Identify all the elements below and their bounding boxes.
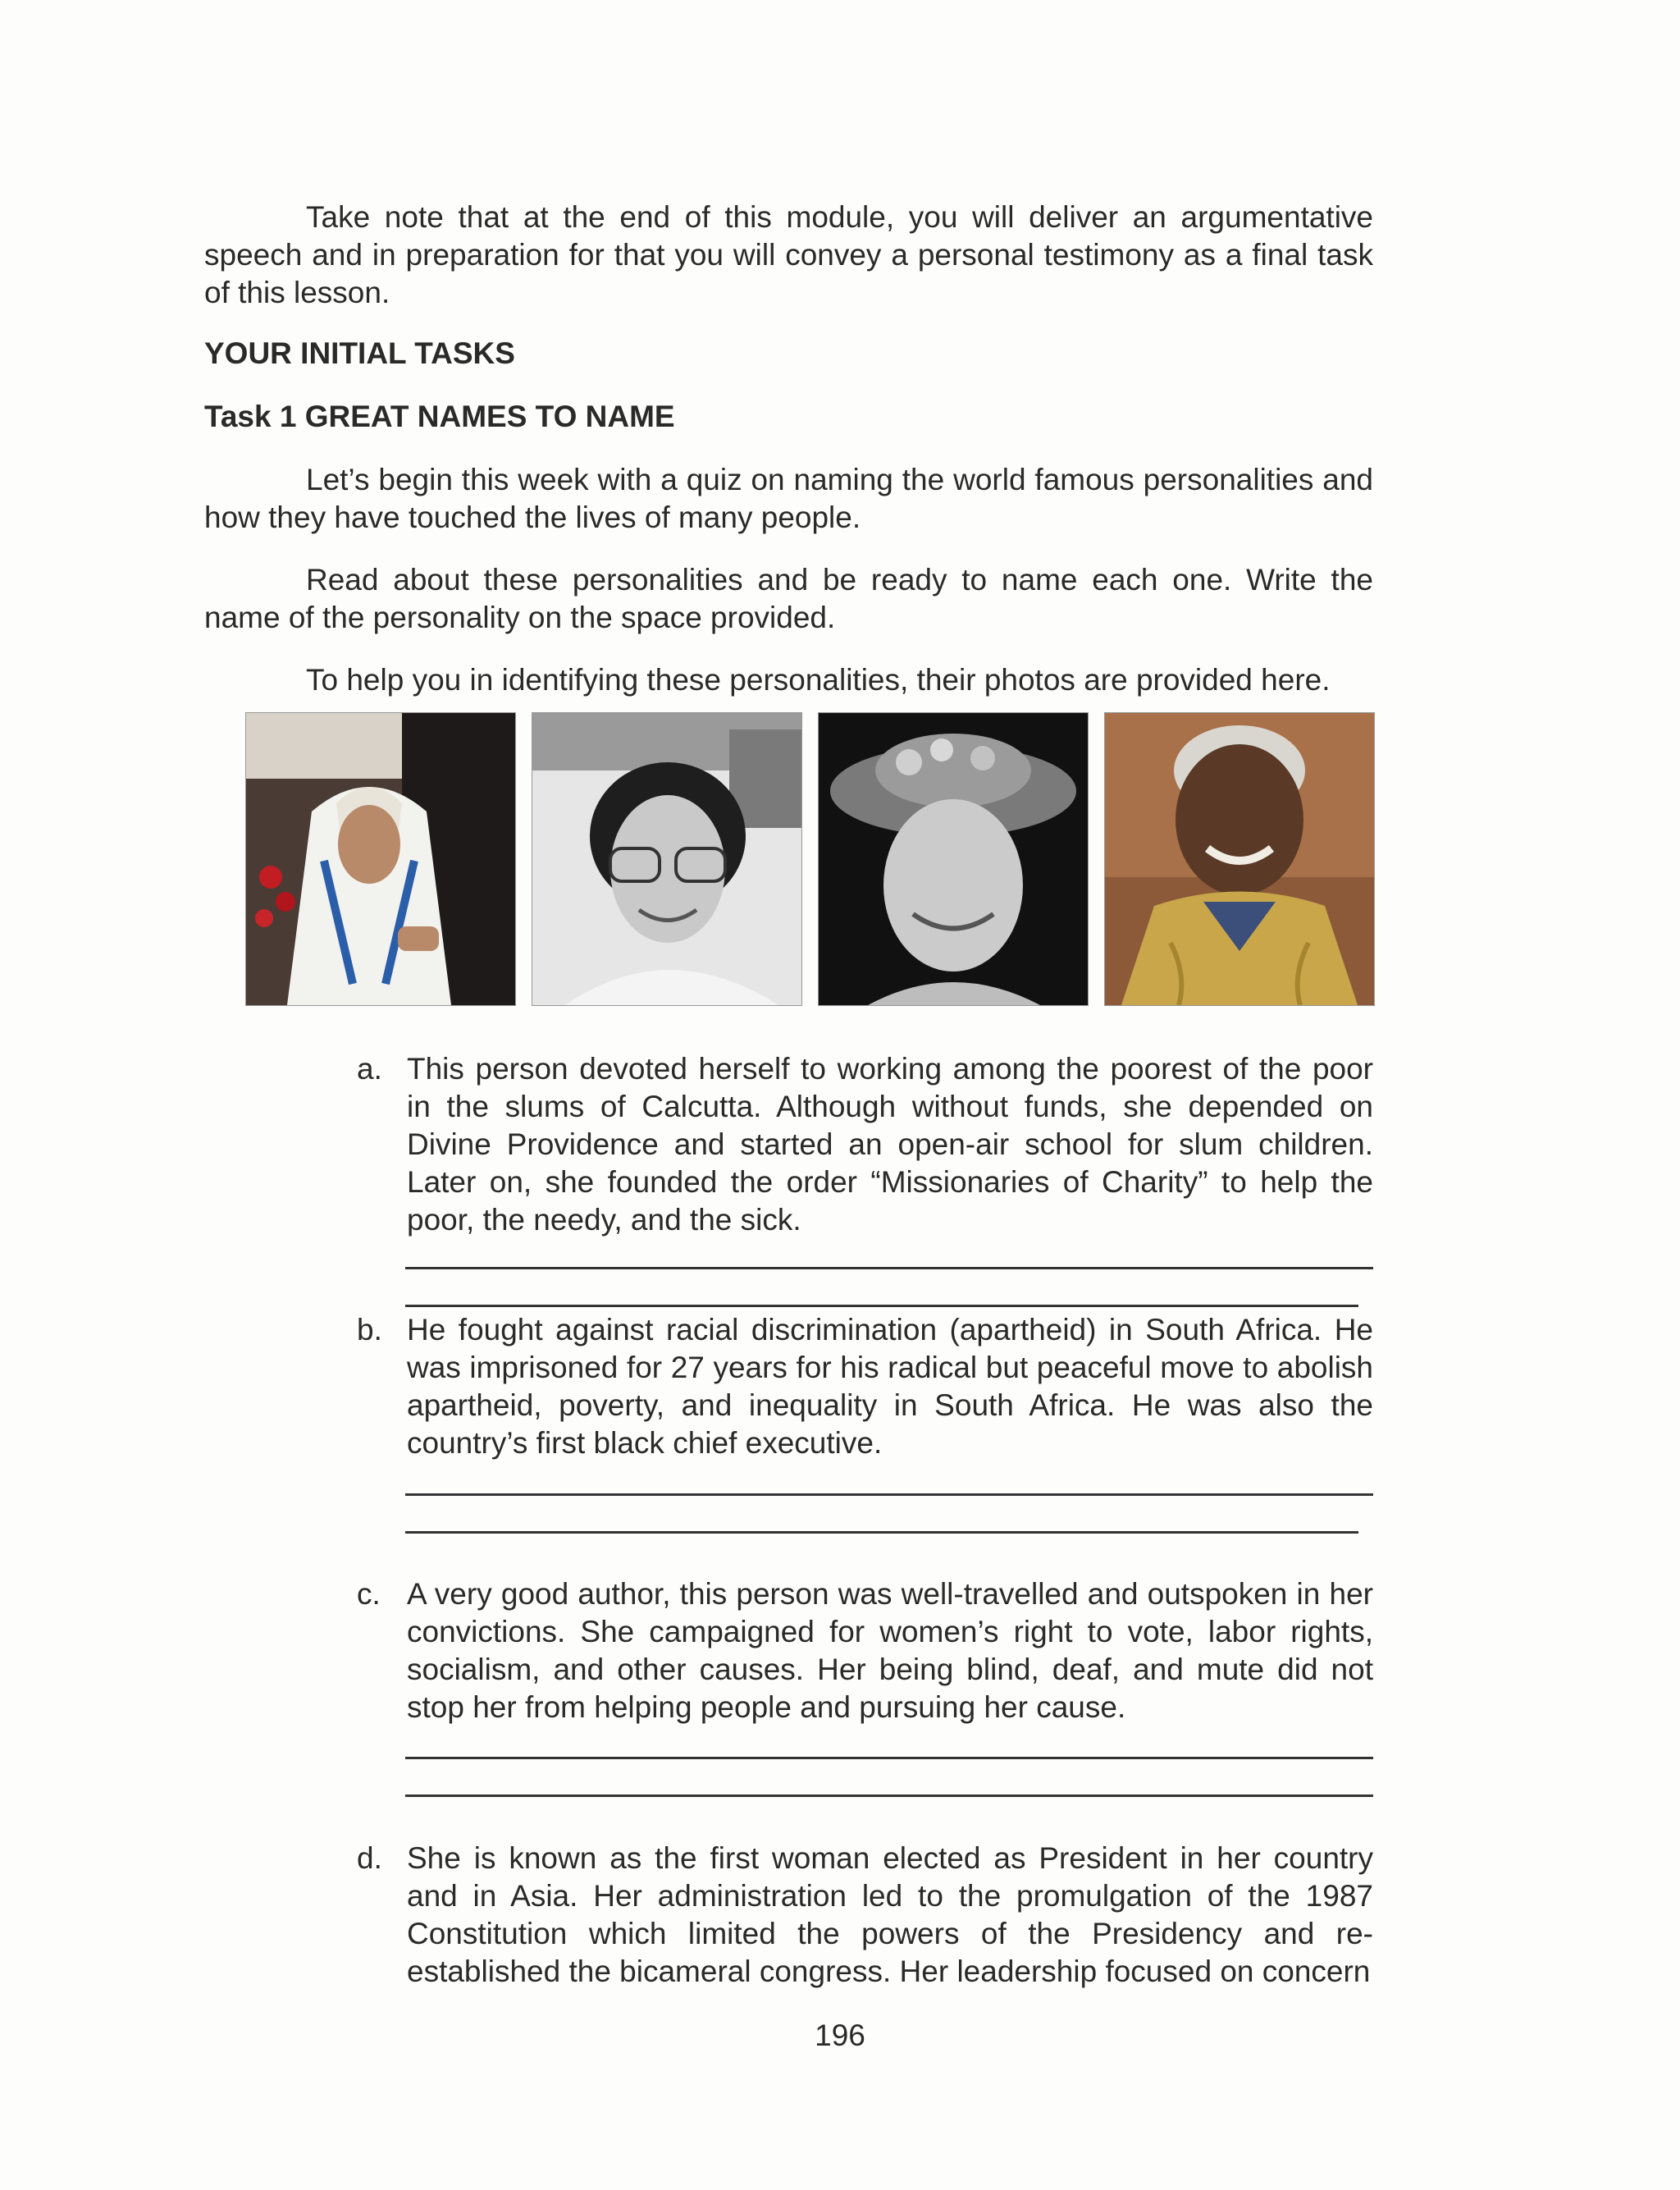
task-heading: Task 1 GREAT NAMES TO NAME — [204, 400, 675, 433]
answer-line-c-1[interactable] — [405, 1757, 1373, 1759]
paragraph-quiz-intro: Let’s begin this week with a quiz on naming the world famous personalities and how they have touched the lives of many people. — [204, 463, 1373, 534]
paragraph-instructions: Read about these personalities and be ready to name each one. Write the name of the personality on the space provided. — [204, 563, 1373, 634]
item-a-letter: a. — [357, 1052, 382, 1086]
item-b-text: He fought against racial discrimination (apartheid) in South Africa. He was imprisoned for 27 years for his radical but peaceful move to abolish apartheid, poverty, and inequality in South Africa. He was also the country’s first black chief executive. — [407, 1313, 1373, 1460]
answer-line-c-2[interactable] — [405, 1795, 1373, 1797]
answer-line-b-2[interactable] — [405, 1531, 1358, 1534]
item-d-text: She is known as the first woman elected as President in her country and in Asia. Her administration led to the promulgation of the 1987 Constitution which limited the powers of the Presidency and re-established the bicameral congress. Her leadership focused on concern — [407, 1841, 1373, 1988]
answer-line-b-1[interactable] — [405, 1493, 1373, 1496]
item-c-text: A very good author, this person was well-travelled and outspoken in her convictions. She campaigned for women’s right to vote, labor rights, socialism, and other causes. Her being blind, deaf, and mute did not stop her from helping people and pursuing her cause. — [407, 1577, 1373, 1724]
page-number: 196 — [815, 2019, 865, 2052]
paragraph-photos-note: To help you in identifying these personalities, their photos are provided here. — [306, 663, 1331, 697]
item-a-text: This person devoted herself to working among the poorest of the poor in the slums of Calcutta. Although without funds, she depended on Divine Providence and started an open-air school for slum children. Later on, she founded the order “Missionaries of Charity” to help the poor, the needy, and the sick. — [407, 1052, 1373, 1237]
portrait-woman-with-glasses-icon — [532, 713, 801, 1005]
photo-4 — [1104, 712, 1375, 1006]
item-d-letter: d. — [357, 1841, 382, 1875]
item-c-letter: c. — [357, 1577, 381, 1611]
photo-1 — [245, 712, 516, 1006]
photo-2 — [532, 712, 802, 1006]
portrait-smiling-man-gold-shirt-icon — [1105, 713, 1374, 1005]
item-b-letter: b. — [357, 1313, 382, 1346]
portrait-elderly-woman-in-hat-icon — [819, 713, 1088, 1005]
answer-line-a-1[interactable] — [405, 1267, 1373, 1269]
answer-line-a-2[interactable] — [405, 1305, 1358, 1307]
portrait-nun-with-roses-icon — [246, 713, 515, 1005]
intro-paragraph: Take note that at the end of this module, you will deliver an argumentative speech and in preparation for that you will convey a personal testimony as a final task of this lesson. — [204, 200, 1373, 309]
photo-3 — [818, 712, 1089, 1006]
section-heading: YOUR INITIAL TASKS — [204, 336, 515, 370]
